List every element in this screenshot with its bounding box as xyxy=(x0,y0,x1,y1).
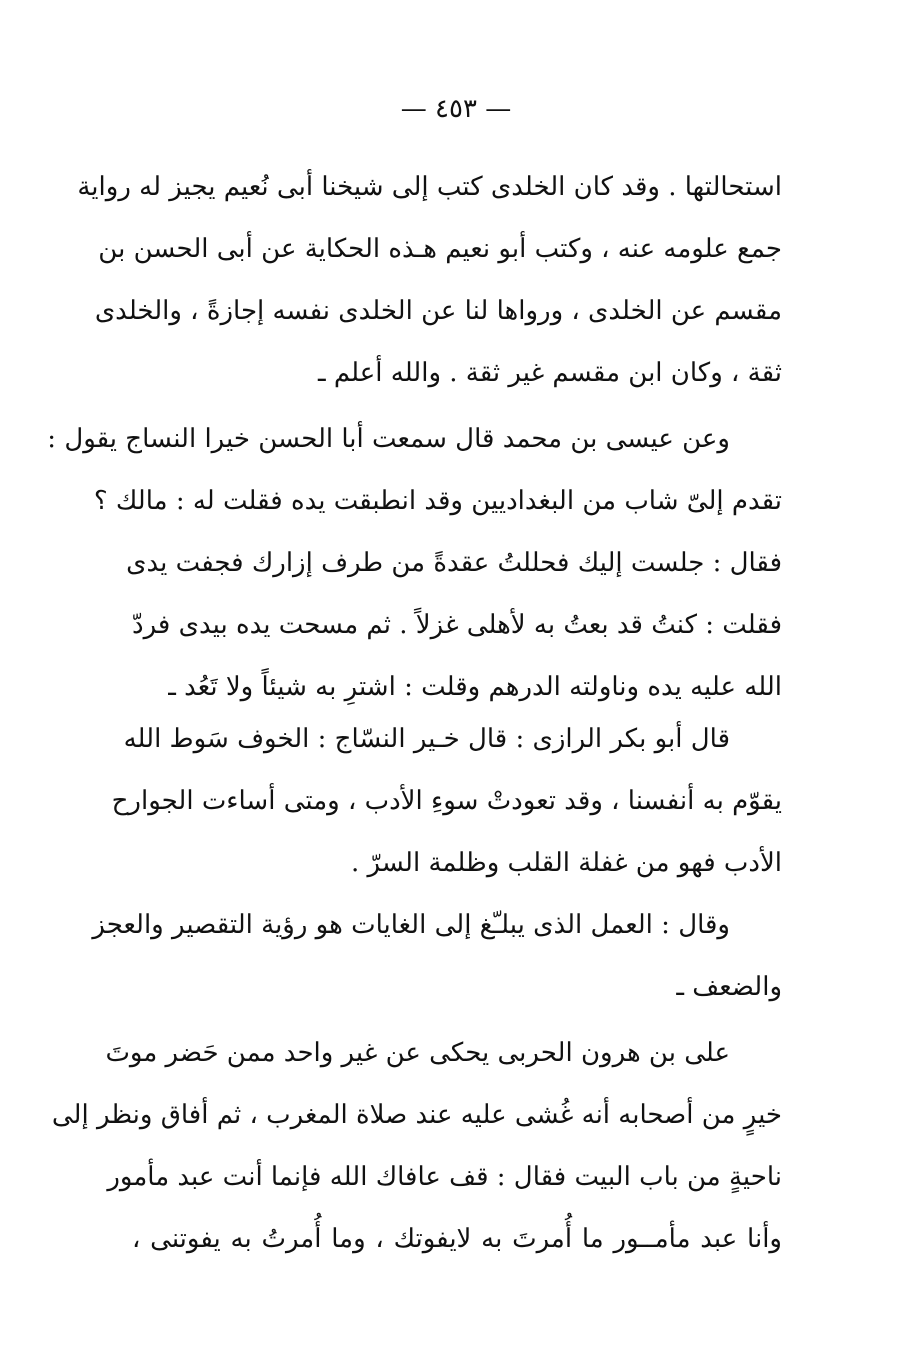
text-line: فقال : جلست إليك فحللتُ عقدةً من طرف إزارك فجفت يدى xyxy=(126,548,782,578)
text-line: يقوّم به أنفسنا ، وقد تعودتْ سوءِ الأدب ، ومتى أساءت الجوارح xyxy=(111,786,782,816)
text-line: مقسم عن الخلدى ، ورواها لنا عن الخلدى نفسه إجازةً ، والخلدى xyxy=(94,296,782,326)
paragraph-3 xyxy=(111,708,782,894)
text-line: تقدم إلىّ شاب من البغداديين وقد انطبقت يده فقلت له : مالك ؟ xyxy=(93,486,782,516)
text-line: استحالتها . وقد كان الخلدى كتب إلى شيخنا أبى نُعيم يجيز له رواية xyxy=(77,172,782,202)
text-line: قال أبو بكر الرازى : قال خـير النسّاج : الخوف سَوط الله xyxy=(123,724,730,754)
text-line: على بن هرون الحربى يحكى عن غير واحد ممن حَضر موتَ xyxy=(105,1038,730,1068)
page-number: — ٤٥٣ — xyxy=(400,94,512,124)
paragraph-4 xyxy=(92,894,782,1018)
text-line: والضعف ـ xyxy=(676,972,782,1002)
paragraph-5 xyxy=(51,1022,782,1270)
text-line: فقلت : كنتُ قد بعتُ به لأهلى غزلاً . ثم مسحت يده بيدى فردّ xyxy=(132,610,782,640)
text-line: خيرٍ من أصحابه أنه غُشى عليه عند صلاة المغرب ، ثم أفاق ونظر إلى xyxy=(51,1100,782,1130)
text-line: ثقة ، وكان ابن مقسم غير ثقة . والله أعلم ـ xyxy=(317,358,782,388)
paragraph-2 xyxy=(47,408,782,718)
text-line: الأدب فهو من غفلة القلب وظلمة السرّ . xyxy=(350,848,782,878)
text-line: وقال : العمل الذى يبلـّغ إلى الغايات هو رؤية التقصير والعجز xyxy=(92,910,730,940)
text-line: ناحيةٍ من باب البيت فقال : قف عافاك الله فإنما أنت عبد مأمور xyxy=(107,1162,782,1192)
paragraph-1 xyxy=(77,156,782,404)
text-line: وأنا عبد مأمــور ما أُمرتَ به لايفوتك ، وما أُمرتُ به يفوتنى ، xyxy=(132,1224,782,1254)
text-line: جمع علومه عنه ، وكتب أبو نعيم هـذه الحكاية عن أبى الحسن بن xyxy=(98,234,782,264)
text-line: وعن عيسى بن محمد قال سمعت أبا الحسن خيرا النساج يقول : xyxy=(47,424,730,454)
text-line: الله عليه يده وناولته الدرهم وقلت : اشترِ به شيئاً ولا تَعُد ـ xyxy=(168,672,782,702)
